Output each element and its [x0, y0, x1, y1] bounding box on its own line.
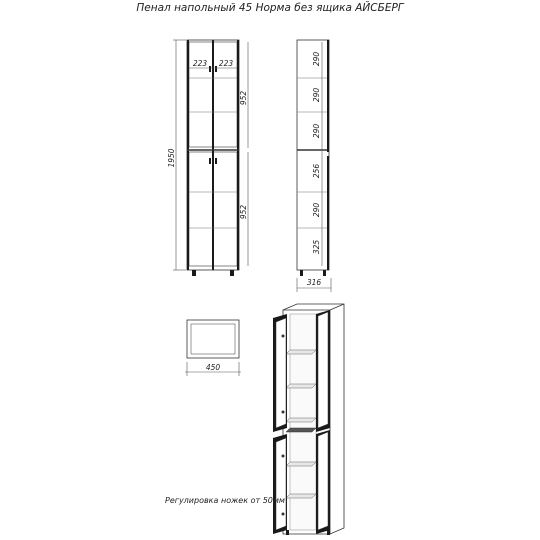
center-door-split	[212, 40, 214, 270]
hinge-icon	[282, 411, 285, 414]
shelf-spacing-label: 290	[312, 123, 321, 139]
inner-shelf	[286, 462, 316, 466]
middle-divider	[286, 428, 316, 432]
shelf-spacing-label: 290	[312, 87, 321, 103]
upper-door-edge	[327, 40, 329, 152]
door-inner-face	[276, 438, 286, 530]
inner-shelf	[286, 350, 316, 354]
handle-icon	[209, 158, 211, 164]
inner-shelf	[286, 494, 316, 498]
door-width-right-label: 223	[218, 59, 234, 68]
total-height-label: 1950	[167, 148, 176, 168]
shelf-spacing-label: 325	[312, 239, 321, 255]
door-width-left-label: 223	[192, 59, 208, 68]
handle-icon	[215, 66, 217, 72]
handle-icon	[209, 66, 211, 72]
hinge-icon	[282, 335, 285, 338]
side-cabinet-outline	[297, 40, 329, 270]
lower-section-height-label: 952	[239, 204, 248, 220]
top-view-outline	[187, 320, 239, 358]
top-width-label: 450	[205, 363, 221, 372]
leg-icon	[327, 530, 330, 535]
leg-icon	[300, 270, 303, 276]
leg-adjustment-note: Регулировка ножек от 50мм	[165, 496, 285, 505]
lower-door-edge	[327, 156, 329, 270]
leg-icon	[286, 530, 289, 535]
hinge-icon	[282, 513, 285, 516]
drawing-title: Пенал напольный 45 Норма без ящика АЙСБЕРГ	[136, 2, 404, 14]
depth-label: 316	[306, 278, 322, 287]
front-view	[167, 40, 248, 276]
top-view	[185, 320, 241, 376]
leg-icon	[192, 270, 196, 276]
door-inner-face	[318, 312, 328, 428]
handle-icon	[215, 158, 217, 164]
leg-icon	[323, 270, 326, 276]
shelf-spacing-label: 290	[312, 202, 321, 218]
door-inner-face	[318, 432, 328, 530]
shelf-spacing-label: 256	[312, 163, 321, 179]
inner-shelf	[286, 418, 316, 422]
upper-section-height-label: 952	[239, 90, 248, 106]
hinge-icon	[282, 455, 285, 458]
right-edge-strip	[237, 40, 239, 270]
leg-icon	[230, 270, 234, 276]
shelf-spacing-label: 290	[312, 51, 321, 67]
inner-shelf	[286, 384, 316, 388]
side-view	[297, 40, 331, 292]
left-edge-strip	[187, 40, 189, 270]
door-inner-face	[276, 318, 286, 428]
